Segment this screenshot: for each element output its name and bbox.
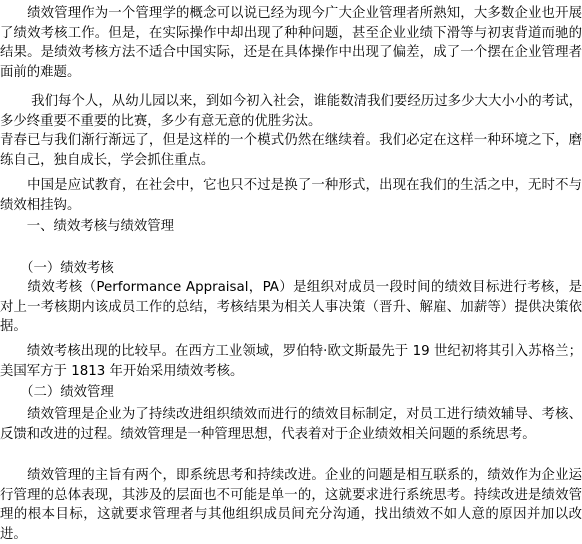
heading-section-one: 一、绩效考核与绩效管理 (0, 219, 175, 234)
paragraph-management-definition: 绩效管理是企业为了持续改进组织绩效而进行的绩效目标制定，对员工进行绩效辅导、考核、反馈和改进的过程。绩效管理是一种管理思想，代表着对于企业绩效相关问题的系统思考。 (0, 407, 582, 442)
paragraph-appraisal-definition: 绩效考核（Performance Appraisal，PA）是组织对成员一段时间的绩效目标进行考核，是对上一考核期内该成员工作的总结，考核结果为相关人事决策（晋升、解雇、加薪等）提供决策依据。 (0, 280, 582, 334)
paragraph-youth: 青春已与我们渐行渐远了，但是这样的一个模式仍然在继续着。我们必定在这样一种环境之下，磨练自己，独自成长，学会抓住重点。 (0, 133, 582, 168)
heading-performance-appraisal: （一）绩效考核 (0, 261, 114, 276)
paragraph-appraisal-history: 绩效考核出现的比较早。在西方工业领域，罗伯特·欧文斯最先于 19 世纪初将其引入苏格兰；美国军方于 1813 年开始采用绩效考核。 (0, 344, 582, 379)
paragraph-exam-education: 中国是应试教育，在社会中，它也只不过是换了一种形式，出现在我们的生活之中，无时不与绩效相挂钩。 (0, 178, 582, 213)
paragraph-intro: 绩效管理作为一个管理学的概念可以说已经为现今广大企业管理者所熟知，大多数企业也开展了绩效考核工作。但是，在实际操作中却出现了种种问题，甚至企业业绩下滑等与初衷背道而驰的结果。是绩效考核方法不适合中国实际，还是在具体操作中出现了偏差，成了一个摆在企业管理者面前的难题。 (0, 6, 582, 80)
heading-performance-management: （二）绩效管理 (0, 385, 114, 400)
paragraph-management-purpose: 绩效管理的主旨有两个，即系统思考和持续改进。企业的问题是相互联系的，绩效作为企业运行管理的总体表现，其涉及的层面也不可能是单一的，这就要求进行系统思考。持续改进是绩效管理的根本目标，这就要求管理者与其他组织成员间充分沟通，找出绩效不如人意的原因并加以改进。 (0, 468, 582, 542)
paragraph-exams: 我们每个人，从幼儿园以来，到如今初入社会，谁能数清我们要经历过多少大大小小的考试，多少终重要不重要的比赛，多少有意无意的优胜劣汰。 (0, 94, 582, 129)
